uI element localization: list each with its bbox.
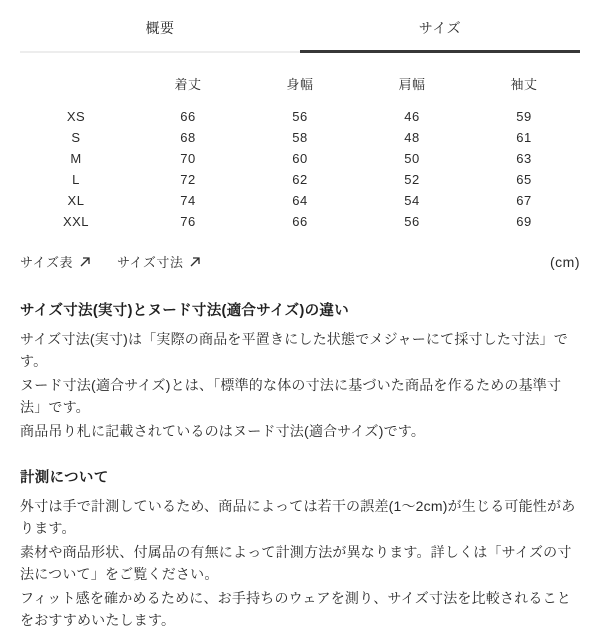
size-label: XXL bbox=[62, 214, 90, 229]
size-label: XL bbox=[67, 193, 85, 208]
tab-bar bbox=[20, 12, 580, 53]
cell-value: 62 bbox=[292, 172, 308, 187]
cell-value: 54 bbox=[404, 193, 420, 208]
external-link-icon bbox=[189, 256, 201, 268]
size-measurement-link[interactable] bbox=[117, 252, 201, 271]
column-header-shoulder-width: 肩幅 bbox=[398, 77, 426, 92]
cell-value: 60 bbox=[292, 151, 308, 166]
cell-value: 56 bbox=[292, 109, 308, 124]
section-paragraph: 商品吊り札に記載されているのはヌード寸法(適合サイズ)です。 bbox=[20, 423, 426, 439]
table-row bbox=[20, 127, 580, 148]
size-label: XS bbox=[66, 109, 86, 124]
size-label: M bbox=[70, 151, 82, 166]
table-row bbox=[20, 169, 580, 190]
cell-value: 64 bbox=[292, 193, 308, 208]
cell-value: 66 bbox=[180, 109, 196, 124]
column-header-body-width: 身幅 bbox=[286, 77, 314, 92]
column-header-sleeve-length: 袖丈 bbox=[510, 77, 538, 92]
column-header-body-length: 着丈 bbox=[174, 77, 202, 92]
cell-value: 66 bbox=[292, 214, 308, 229]
size-table-header-row bbox=[20, 71, 580, 106]
cell-value: 68 bbox=[180, 130, 196, 145]
cell-value: 59 bbox=[516, 109, 532, 124]
table-footer-row bbox=[20, 252, 580, 271]
size-chart-link[interactable] bbox=[20, 252, 91, 271]
cell-value: 67 bbox=[516, 193, 532, 208]
cell-value: 48 bbox=[404, 130, 420, 145]
size-chart-link-label: サイズ表 bbox=[20, 255, 73, 270]
tab-size[interactable]: サイズ bbox=[300, 12, 580, 53]
cell-value: 46 bbox=[404, 109, 420, 124]
section-measurement-difference bbox=[20, 299, 580, 442]
cell-value: 56 bbox=[404, 214, 420, 229]
section-paragraph: サイズ寸法(実寸)は「実際の商品を平置きにした状態でメジャーにて採寸した寸法」です。 bbox=[20, 331, 568, 369]
cell-value: 61 bbox=[516, 130, 532, 145]
section-paragraph: フィット感を確かめるために、お手持ちのウェアを測り、サイズ寸法を比較されることをおすすめいたします。 bbox=[20, 590, 571, 628]
section-paragraph: 素材や商品形状、付属品の有無によって計測方法が異なります。詳しくは「サイズの寸法について」をご覧ください。 bbox=[20, 544, 572, 582]
size-label: L bbox=[72, 172, 80, 187]
table-row bbox=[20, 106, 580, 127]
external-link-icon bbox=[79, 256, 91, 268]
cell-value: 74 bbox=[180, 193, 196, 208]
section-heading: サイズ寸法(実寸)とヌード寸法(適合サイズ)の違い bbox=[20, 303, 349, 319]
cell-value: 63 bbox=[516, 151, 532, 166]
cell-value: 76 bbox=[180, 214, 196, 229]
section-paragraph: ヌード寸法(適合サイズ)とは、「標準的な体の寸法に基づいた商品を作るための基準寸法」です。 bbox=[20, 377, 562, 415]
cell-value: 69 bbox=[516, 214, 532, 229]
section-paragraph: 外寸は手で計測しているため、商品によっては若干の誤差(1〜2cm)が生じる可能性があります。 bbox=[20, 498, 576, 536]
size-table bbox=[20, 71, 580, 232]
cell-value: 72 bbox=[180, 172, 196, 187]
cell-value: 58 bbox=[292, 130, 308, 145]
unit-label: (cm) bbox=[550, 253, 580, 270]
tab-overview[interactable]: 概要 bbox=[20, 12, 300, 53]
table-row bbox=[20, 211, 580, 232]
section-about-measuring bbox=[20, 466, 580, 631]
section-heading: 計測について bbox=[20, 470, 109, 486]
table-row bbox=[20, 190, 580, 211]
cell-value: 65 bbox=[516, 172, 532, 187]
size-measurement-link-label: サイズ寸法 bbox=[116, 255, 184, 270]
table-row bbox=[20, 148, 580, 169]
cell-value: 50 bbox=[404, 151, 420, 166]
cell-value: 52 bbox=[404, 172, 420, 187]
size-column-header-blank bbox=[20, 71, 132, 106]
cell-value: 70 bbox=[180, 151, 196, 166]
size-label: S bbox=[71, 130, 81, 145]
